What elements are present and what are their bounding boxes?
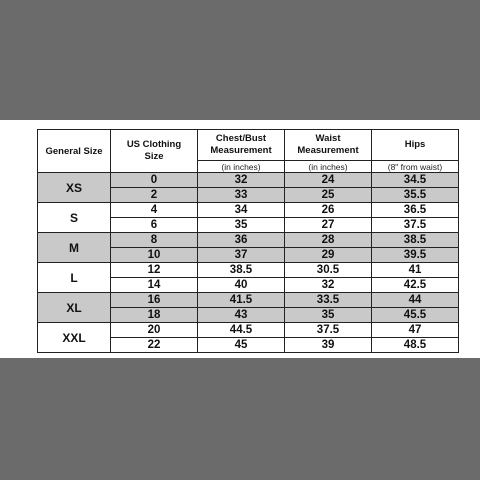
header-us-line2: Size (144, 151, 164, 162)
subheader-waist-unit: (in inches) (285, 161, 372, 173)
header-waist (285, 130, 372, 161)
hips-cell: 39.5 (372, 248, 459, 263)
chest-cell: 40 (198, 278, 285, 293)
waist-cell: 25 (285, 188, 372, 203)
hips-cell: 48.5 (372, 338, 459, 353)
waist-cell: 29 (285, 248, 372, 263)
hips-cell: 41 (372, 263, 459, 278)
general-size-cell: M (38, 233, 111, 263)
us-size-cell: 12 (111, 263, 198, 278)
table-row (38, 173, 459, 188)
us-size-cell: 14 (111, 278, 198, 293)
waist-cell: 27 (285, 218, 372, 233)
header-us-line1: US Clothing (126, 139, 182, 150)
waist-cell: 37.5 (285, 323, 372, 338)
header-row (38, 130, 459, 161)
size-chart-card (0, 120, 480, 358)
table-row (38, 233, 459, 248)
waist-cell: 28 (285, 233, 372, 248)
subheader-chest-unit: (in inches) (198, 161, 285, 173)
waist-cell: 39 (285, 338, 372, 353)
hips-cell: 36.5 (372, 203, 459, 218)
header-waist-line2: Measurement (297, 145, 359, 156)
general-size-cell: XXL (38, 323, 111, 353)
hips-cell: 47 (372, 323, 459, 338)
table-row (38, 203, 459, 218)
chest-cell: 33 (198, 188, 285, 203)
header-chest-line1: Chest/Bust (215, 133, 267, 144)
us-size-cell: 22 (111, 338, 198, 353)
chest-cell: 43 (198, 308, 285, 323)
chest-cell: 34 (198, 203, 285, 218)
table-row (38, 323, 459, 338)
general-size-cell: S (38, 203, 111, 233)
hips-cell: 45.5 (372, 308, 459, 323)
waist-cell: 35 (285, 308, 372, 323)
chest-cell: 45 (198, 338, 285, 353)
header-general-size: General Size (38, 130, 111, 173)
header-chest-line2: Measurement (210, 145, 272, 156)
header-us-clothing-size (111, 130, 198, 173)
hips-cell: 35.5 (372, 188, 459, 203)
us-size-cell: 0 (111, 173, 198, 188)
chest-cell: 35 (198, 218, 285, 233)
hips-cell: 37.5 (372, 218, 459, 233)
chest-cell: 37 (198, 248, 285, 263)
general-size-cell: L (38, 263, 111, 293)
us-size-cell: 10 (111, 248, 198, 263)
hips-cell: 44 (372, 293, 459, 308)
general-size-cell: XS (38, 173, 111, 203)
waist-cell: 24 (285, 173, 372, 188)
hips-cell: 42.5 (372, 278, 459, 293)
hips-cell: 38.5 (372, 233, 459, 248)
us-size-cell: 4 (111, 203, 198, 218)
us-size-cell: 16 (111, 293, 198, 308)
chest-cell: 41.5 (198, 293, 285, 308)
us-size-cell: 8 (111, 233, 198, 248)
table-row (38, 263, 459, 278)
us-size-cell: 2 (111, 188, 198, 203)
us-size-cell: 20 (111, 323, 198, 338)
table-row (38, 293, 459, 308)
subheader-hips-note: (8" from waist) (372, 161, 459, 173)
hips-cell: 34.5 (372, 173, 459, 188)
header-chest-bust (198, 130, 285, 161)
us-size-cell: 6 (111, 218, 198, 233)
size-chart-body (38, 173, 459, 353)
header-hips: Hips (372, 130, 459, 161)
general-size-cell: XL (38, 293, 111, 323)
size-chart-table (37, 129, 459, 353)
chest-cell: 36 (198, 233, 285, 248)
waist-cell: 30.5 (285, 263, 372, 278)
us-size-cell: 18 (111, 308, 198, 323)
chest-cell: 38.5 (198, 263, 285, 278)
chest-cell: 32 (198, 173, 285, 188)
waist-cell: 26 (285, 203, 372, 218)
waist-cell: 32 (285, 278, 372, 293)
waist-cell: 33.5 (285, 293, 372, 308)
header-waist-line1: Waist (315, 133, 341, 144)
chest-cell: 44.5 (198, 323, 285, 338)
